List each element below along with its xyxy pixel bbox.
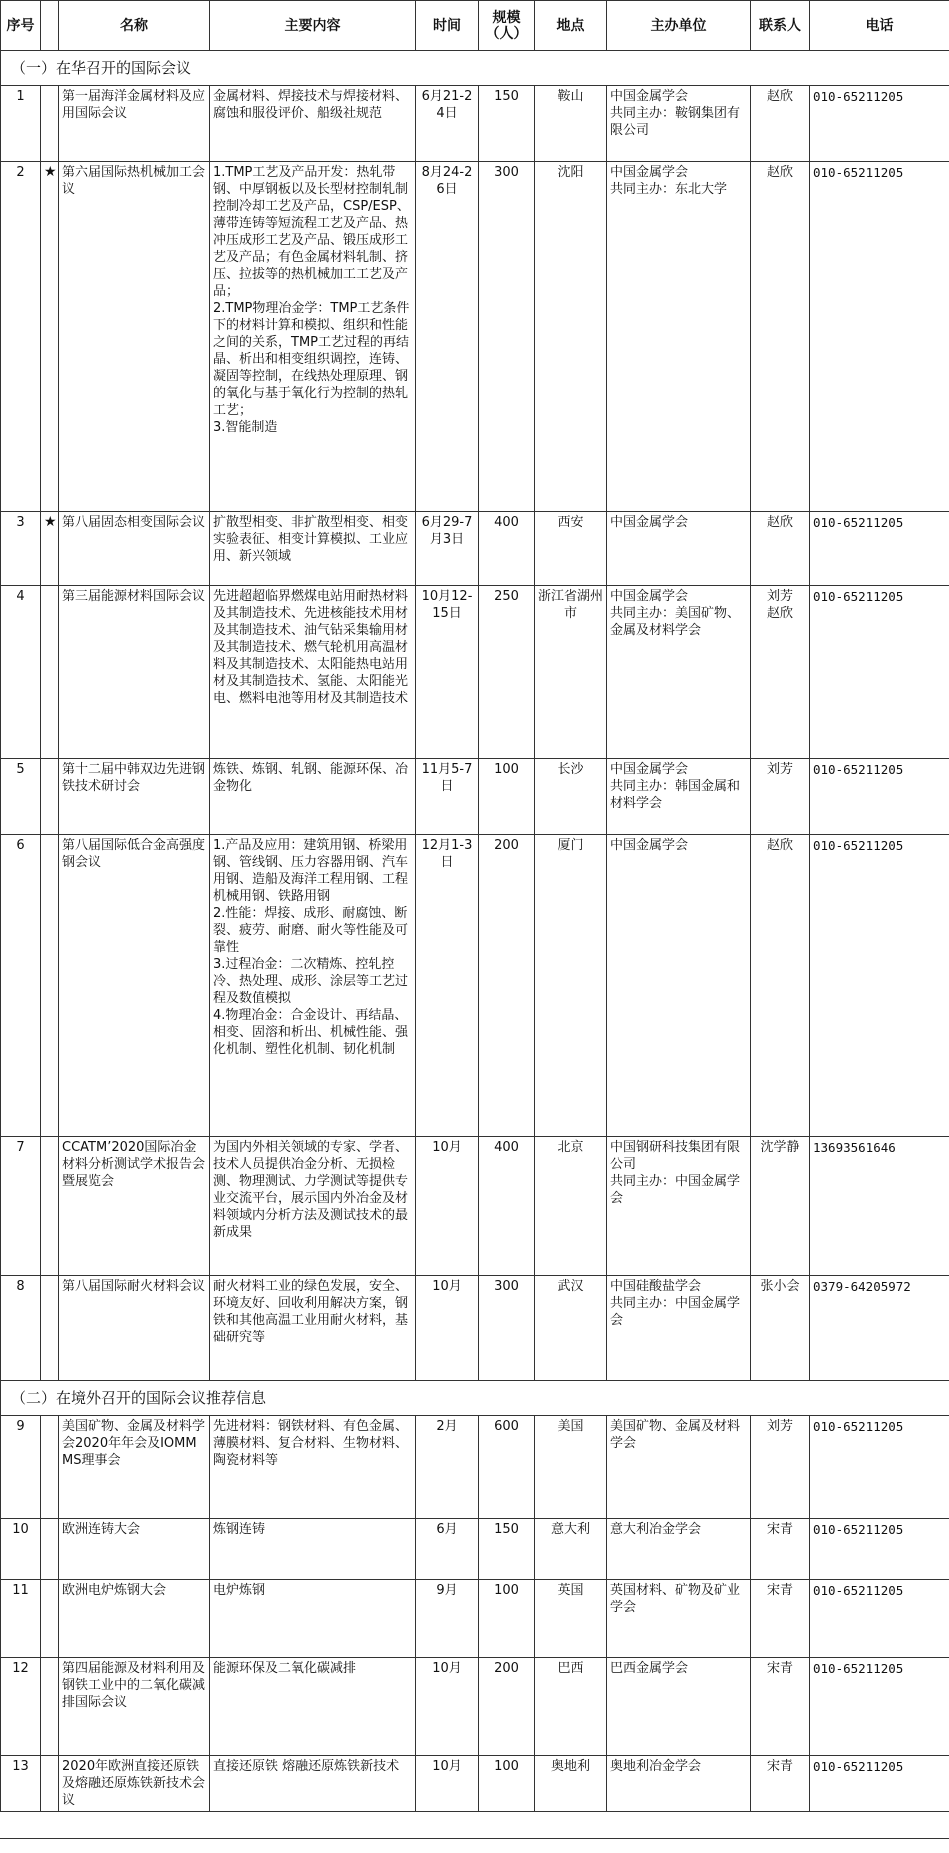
section-row (1, 51, 949, 86)
table-row (1, 835, 949, 1137)
table-row (1, 1276, 949, 1381)
cell-place: 武汉 (535, 1276, 607, 1381)
cell-host: 中国金属学会 共同主办：东北大学 (607, 162, 751, 512)
cell-time: 6月 (416, 1519, 479, 1580)
cell-host: 中国金属学会 共同主办：美国矿物、金属及材料学会 (607, 586, 751, 759)
cell-phone: 010-65211205 (810, 835, 949, 1137)
cell-place: 厦门 (535, 835, 607, 1137)
cell-host: 奥地利冶金学会 (607, 1756, 751, 1812)
header-row (1, 1, 949, 51)
cell-contact: 刘芳 赵欣 (751, 586, 810, 759)
cell-scale: 400 (479, 512, 535, 586)
cell-contact: 宋青 (751, 1580, 810, 1658)
cell-phone: 010-65211205 (810, 1519, 949, 1580)
header-name: 名称 (59, 1, 210, 51)
cell-place: 美国 (535, 1416, 607, 1519)
cell-content: 耐火材料工业的绿色发展，安全、环境友好、回收利用解决方案，钢铁和其他高温工业用耐火材料，基础研究等 (210, 1276, 416, 1381)
cell-content: 电炉炼钢 (210, 1580, 416, 1658)
cell-scale: 150 (479, 86, 535, 162)
cell-time: 10月 (416, 1276, 479, 1381)
cell-time: 10月 (416, 1658, 479, 1756)
cell-time: 8月24-26日 (416, 162, 479, 512)
table-row (1, 1658, 949, 1756)
cell-phone: 010-65211205 (810, 1756, 949, 1812)
cell-host: 英国材料、矿物及矿业学会 (607, 1580, 751, 1658)
section-title: （一）在华召开的国际会议 (1, 51, 949, 86)
cell-star (41, 1658, 59, 1756)
cell-seq: 5 (1, 759, 41, 835)
cell-host: 美国矿物、金属及材料学会 (607, 1416, 751, 1519)
cell-content: 直接还原铁 熔融还原炼铁新技术 (210, 1756, 416, 1812)
cell-time: 10月12-15日 (416, 586, 479, 759)
header-scale: 规模（人） (479, 1, 535, 51)
cell-contact: 刘芳 (751, 1416, 810, 1519)
table-row (1, 512, 949, 586)
cell-seq: 11 (1, 1580, 41, 1658)
cell-place: 北京 (535, 1137, 607, 1276)
cell-contact: 张小会 (751, 1276, 810, 1381)
cell-seq: 10 (1, 1519, 41, 1580)
table-row (1, 1137, 949, 1276)
cell-star (41, 759, 59, 835)
cell-seq: 2 (1, 162, 41, 512)
section-row (1, 1381, 949, 1416)
cell-contact: 宋青 (751, 1658, 810, 1756)
header-phone: 电话 (810, 1, 949, 51)
cell-star (41, 586, 59, 759)
cell-phone: 010-65211205 (810, 1658, 949, 1756)
cell-name: 2020年欧洲直接还原铁及熔融还原炼铁新技术会议 (59, 1756, 210, 1812)
cell-seq: 4 (1, 586, 41, 759)
cell-phone: 0379-64205972 (810, 1276, 949, 1381)
cell-name: 第三届能源材料国际会议 (59, 586, 210, 759)
star-icon: ★ (41, 512, 59, 586)
cell-name: 第一届海洋金属材料及应用国际会议 (59, 86, 210, 162)
cell-seq: 8 (1, 1276, 41, 1381)
cell-phone: 010-65211205 (810, 86, 949, 162)
cell-place: 西安 (535, 512, 607, 586)
cell-place: 浙江省湖州市 (535, 586, 607, 759)
cell-seq: 13 (1, 1756, 41, 1812)
cell-contact: 赵欣 (751, 512, 810, 586)
cell-seq: 12 (1, 1658, 41, 1756)
cell-contact: 宋青 (751, 1519, 810, 1580)
star-icon: ★ (41, 162, 59, 512)
table-row (1, 1580, 949, 1658)
cell-scale: 400 (479, 1137, 535, 1276)
cell-time: 6月29-7月3日 (416, 512, 479, 586)
cell-content: 扩散型相变、非扩散型相变、相变实验表征、相变计算模拟、工业应用、新兴领域 (210, 512, 416, 586)
cell-contact: 赵欣 (751, 162, 810, 512)
cell-phone: 010-65211205 (810, 1416, 949, 1519)
cell-host: 巴西金属学会 (607, 1658, 751, 1756)
table-row (1, 86, 949, 162)
table-row (1, 1416, 949, 1519)
cell-scale: 300 (479, 162, 535, 512)
cell-host: 中国金属学会 (607, 512, 751, 586)
cell-time: 6月21-24日 (416, 86, 479, 162)
cell-content: 先进材料：钢铁材料、有色金属、薄膜材料、复合材料、生物材料、陶瓷材料等 (210, 1416, 416, 1519)
cell-host: 中国钢研科技集团有限公司 共同主办：中国金属学会 (607, 1137, 751, 1276)
cell-seq: 6 (1, 835, 41, 1137)
cell-name: 第八届国际低合金高强度钢会议 (59, 835, 210, 1137)
cell-scale: 100 (479, 1580, 535, 1658)
cell-seq: 3 (1, 512, 41, 586)
cell-scale: 200 (479, 1658, 535, 1756)
cell-phone: 13693561646 (810, 1137, 949, 1276)
cell-time: 9月 (416, 1580, 479, 1658)
cell-phone: 010-65211205 (810, 759, 949, 835)
cell-time: 11月5-7日 (416, 759, 479, 835)
header-place: 地点 (535, 1, 607, 51)
cell-scale: 150 (479, 1519, 535, 1580)
cell-scale: 600 (479, 1416, 535, 1519)
cell-scale: 300 (479, 1276, 535, 1381)
cell-name: CCATM’2020国际冶金材料分析测试学术报告会暨展览会 (59, 1137, 210, 1276)
cell-content: 金属材料、焊接技术与焊接材料、腐蚀和服役评价、船级社规范 (210, 86, 416, 162)
cell-place: 奥地利 (535, 1756, 607, 1812)
cell-place: 巴西 (535, 1658, 607, 1756)
cell-phone: 010-65211205 (810, 586, 949, 759)
cell-contact: 刘芳 (751, 759, 810, 835)
cell-content: 能源环保及二氧化碳减排 (210, 1658, 416, 1756)
header-star (41, 1, 59, 51)
cell-name: 美国矿物、金属及材料学会2020年年会及IOMMMS理事会 (59, 1416, 210, 1519)
cell-scale: 200 (479, 835, 535, 1137)
table-row (1, 162, 949, 512)
cell-host: 中国金属学会 (607, 835, 751, 1137)
cell-contact: 赵欣 (751, 835, 810, 1137)
cell-star (41, 1137, 59, 1276)
cell-content: 为国内外相关领域的专家、学者、技术人员提供冶金分析、无损检测、物理测试、力学测试等提供专业交流平台，展示国内外冶金及材料领域内分析方法及测试技术的最新成果 (210, 1137, 416, 1276)
header-host: 主办单位 (607, 1, 751, 51)
cell-time: 12月1-3日 (416, 835, 479, 1137)
table-row (1, 1519, 949, 1580)
cell-seq: 7 (1, 1137, 41, 1276)
cell-host: 中国金属学会 共同主办：鞍钢集团有限公司 (607, 86, 751, 162)
cell-content: 1.产品及应用：建筑用钢、桥梁用钢、管线钢、压力容器用钢、汽车用钢、造船及海洋工程用钢、工程机械用钢、铁路用钢 2.性能：焊接、成形、耐腐蚀、断裂、疲劳、耐磨、耐火等性能及可靠性 3.过程冶金：二次精炼、控轧控冷、热处理、成形、涂层等工艺过程及数值模拟 4.物理冶金：合金设计、再结晶、相变、固溶和析出、机械性能、强化机制、塑性化机制、韧化机制 (210, 835, 416, 1137)
cell-star (41, 86, 59, 162)
cell-name: 欧洲连铸大会 (59, 1519, 210, 1580)
cell-place: 长沙 (535, 759, 607, 835)
cell-time: 10月 (416, 1137, 479, 1276)
table-row (1, 1756, 949, 1812)
cell-content: 炼铁、炼钢、轧钢、能源环保、冶金物化 (210, 759, 416, 835)
cell-scale: 100 (479, 1756, 535, 1812)
cell-host: 中国硅酸盐学会 共同主办：中国金属学会 (607, 1276, 751, 1381)
cell-place: 鞍山 (535, 86, 607, 162)
cell-host: 意大利冶金学会 (607, 1519, 751, 1580)
cell-star (41, 1519, 59, 1580)
cell-time: 2月 (416, 1416, 479, 1519)
cell-star (41, 835, 59, 1137)
cell-content: 炼钢连铸 (210, 1519, 416, 1580)
cell-name: 欧洲电炉炼钢大会 (59, 1580, 210, 1658)
cell-name: 第十二届中韩双边先进钢铁技术研讨会 (59, 759, 210, 835)
cell-scale: 100 (479, 759, 535, 835)
cell-seq: 9 (1, 1416, 41, 1519)
cell-star (41, 1416, 59, 1519)
header-seq: 序号 (1, 1, 41, 51)
cell-place: 英国 (535, 1580, 607, 1658)
cell-phone: 010-65211205 (810, 512, 949, 586)
cell-contact: 宋青 (751, 1756, 810, 1812)
cell-name: 第六届国际热机械加工会议 (59, 162, 210, 512)
cell-star (41, 1276, 59, 1381)
cell-place: 沈阳 (535, 162, 607, 512)
cell-scale: 250 (479, 586, 535, 759)
cell-star (41, 1580, 59, 1658)
table-row (1, 759, 949, 835)
header-time: 时间 (416, 1, 479, 51)
cell-star (41, 1756, 59, 1812)
cell-name: 第四届能源及材料利用及钢铁工业中的二氧化碳减排国际会议 (59, 1658, 210, 1756)
cell-content: 1.TMP工艺及产品开发：热轧带钢、中厚钢板以及长型材控制轧制控制冷却工艺及产品，CSP/ESP、薄带连铸等短流程工艺及产品、热冲压成形工艺及产品、锻压成形工艺及产品；有色金属材料轧制、挤压、拉拔等的热机械加工工艺及产品； 2.TMP物理冶金学：TMP工艺条件下的材料计算和模拟、组织和性能之间的关系，TMP工艺过程的再结晶、析出和相变组织调控，连铸、凝固等控制，在线热处理原理、钢的氧化与基于氧化行为控制的热轧工艺； 3.智能制造 (210, 162, 416, 512)
cell-name: 第八届国际耐火材料会议 (59, 1276, 210, 1381)
table-row (1, 586, 949, 759)
cell-contact: 赵欣 (751, 86, 810, 162)
cell-phone: 010-65211205 (810, 1580, 949, 1658)
cell-place: 意大利 (535, 1519, 607, 1580)
cell-host: 中国金属学会 共同主办：韩国金属和材料学会 (607, 759, 751, 835)
cell-name: 第八届固态相变国际会议 (59, 512, 210, 586)
cell-time: 10月 (416, 1756, 479, 1812)
cell-phone: 010-65211205 (810, 162, 949, 512)
header-content: 主要内容 (210, 1, 416, 51)
cell-content: 先进超超临界燃煤电站用耐热材料及其制造技术、先进核能技术用材及其制造技术、油气钻采集输用材及其制造技术、燃气轮机用高温材料及其制造技术、太阳能热电站用材及其制造技术、氢能、太阳能光电、燃料电池等用材及其制造技术 (210, 586, 416, 759)
cell-seq: 1 (1, 86, 41, 162)
cell-contact: 沈学静 (751, 1137, 810, 1276)
header-contact: 联系人 (751, 1, 810, 51)
section-title: （二）在境外召开的国际会议推荐信息 (1, 1381, 949, 1416)
table-bottom-edge (0, 1838, 949, 1853)
